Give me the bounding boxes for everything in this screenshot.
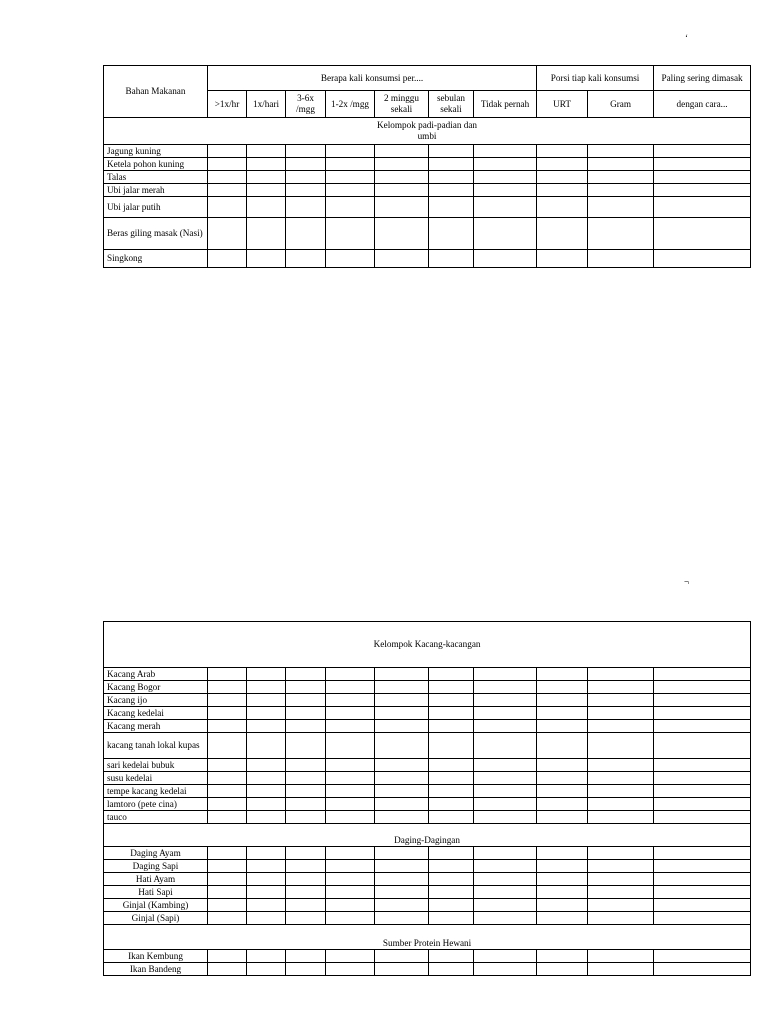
freq-col-5: 2 minggu sekali <box>375 91 429 118</box>
table-row <box>104 218 751 250</box>
food-name: Daging Sapi <box>104 860 208 873</box>
food-name: Ikan Bandeng <box>104 963 208 976</box>
table-row <box>104 250 751 268</box>
table-row <box>104 171 751 184</box>
table-row <box>104 912 751 925</box>
table-row <box>104 681 751 694</box>
corner-mark: ‘ <box>685 33 688 43</box>
table-row <box>104 963 751 976</box>
table-row <box>104 899 751 912</box>
table-row <box>104 847 751 860</box>
freq-col-2: 1x/hari <box>247 91 286 118</box>
table-row <box>104 668 751 681</box>
table-row <box>104 886 751 899</box>
food-name: Ubi jalar merah <box>104 184 208 197</box>
table-row <box>104 950 751 963</box>
table-row <box>104 184 751 197</box>
table-row <box>104 798 751 811</box>
food-name: Ketela pohon kuning <box>104 158 208 171</box>
table-row <box>104 158 751 171</box>
group-title <box>104 118 751 145</box>
food-name: Ubi jalar putih <box>104 197 208 218</box>
corner-mark: ¬ <box>684 577 690 587</box>
freq-col-6: sebulan sekali <box>429 91 474 118</box>
table-row <box>104 733 751 759</box>
header-frequency: Berapa kali konsumsi per.... <box>208 66 537 91</box>
food-name: Beras giling masak (Nasi) <box>104 218 208 250</box>
food-name: Kacang Bogor <box>104 681 208 694</box>
freq-col-1: >1x/hr <box>208 91 247 118</box>
food-name: Kacang Arab <box>104 668 208 681</box>
food-name: Kacang ijo <box>104 694 208 707</box>
food-name: tauco <box>104 811 208 824</box>
food-frequency-table-1 <box>103 65 751 268</box>
header-food: Bahan Makanan <box>104 66 208 118</box>
food-name: tempe kacang kedelai <box>104 785 208 798</box>
group-title: Daging-Dagingan <box>104 824 751 847</box>
food-name: susu kedelai <box>104 772 208 785</box>
food-name: Ginjal (Kambing) <box>104 899 208 912</box>
food-name: Ginjal (Sapi) <box>104 912 208 925</box>
food-name: Jagung kuning <box>104 145 208 158</box>
table-row <box>104 785 751 798</box>
header-cooking-top: Paling sering dimasak <box>654 66 751 91</box>
table-row <box>104 694 751 707</box>
group-title-text: Kelompok padi-padian dan umbi <box>377 120 478 141</box>
table-row <box>104 707 751 720</box>
freq-col-4: 1-2x /mgg <box>326 91 375 118</box>
freq-col-3: 3-6x /mgg <box>286 91 326 118</box>
table-row <box>104 811 751 824</box>
portion-col-urt: URT <box>537 91 588 118</box>
freq-col-7: Tidak pernah <box>474 91 537 118</box>
food-name: Hati Ayam <box>104 873 208 886</box>
table-row <box>104 759 751 772</box>
table-row <box>104 145 751 158</box>
table-row <box>104 772 751 785</box>
table-row <box>104 873 751 886</box>
table-row <box>104 720 751 733</box>
food-name: Talas <box>104 171 208 184</box>
food-name: Singkong <box>104 250 208 268</box>
food-name: Ikan Kembung <box>104 950 208 963</box>
portion-col-gram: Gram <box>588 91 654 118</box>
table-row <box>104 860 751 873</box>
food-name: kacang tanah lokal kupas <box>104 733 208 759</box>
food-name: lamtoro (pete cina) <box>104 798 208 811</box>
food-name: Kacang merah <box>104 720 208 733</box>
group-title: Sumber Protein Hewani <box>104 925 751 950</box>
header-portion: Porsi tiap kali konsumsi <box>537 66 654 91</box>
food-name: Kacang kedelai <box>104 707 208 720</box>
group-title: Kelompok Kacang-kacangan <box>104 622 751 668</box>
table-row <box>104 197 751 218</box>
food-name: Hati Sapi <box>104 886 208 899</box>
food-frequency-table-2 <box>103 621 751 976</box>
food-name: Daging Ayam <box>104 847 208 860</box>
header-cooking-bottom: dengan cara... <box>654 91 751 118</box>
food-name: sari kedelai bubuk <box>104 759 208 772</box>
